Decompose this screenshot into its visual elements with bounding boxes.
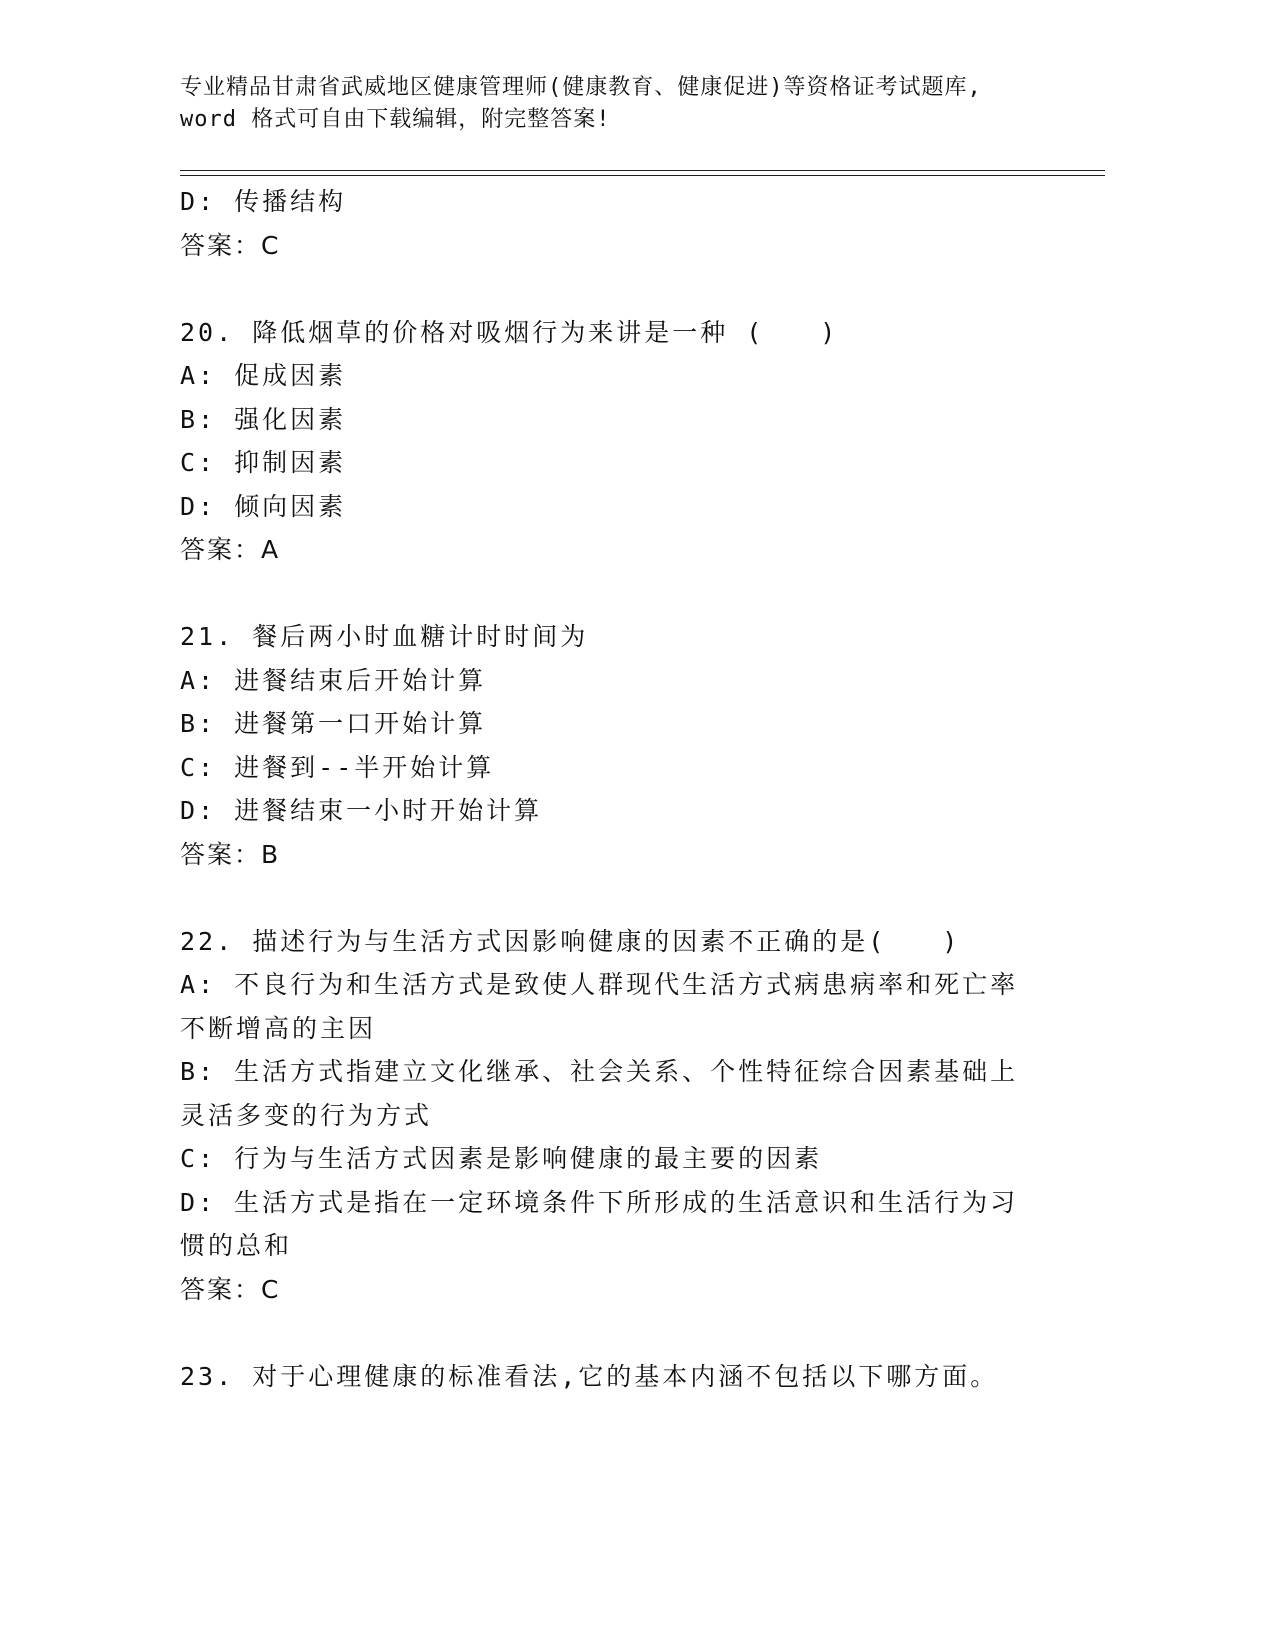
- question-content: [180, 180, 1040, 1398]
- option-c: C: 抑制因素: [180, 448, 347, 477]
- option-b: B: 生活方式指建立文化继承、社会关系、个性特征综合因素基础上灵活多变的行为方式: [180, 1057, 1019, 1130]
- question-stem: 22. 描述行为与生活方式因影响健康的因素不正确的是( ): [180, 926, 961, 956]
- option-a: A: 进餐结束后开始计算: [180, 665, 487, 695]
- document-header: [180, 72, 1080, 136]
- option-d: D: 传播结构: [180, 187, 347, 216]
- option-c: C: 进餐到--半开始计算: [180, 752, 495, 782]
- answer: 答案：C: [180, 1274, 281, 1304]
- spacer: [180, 267, 1040, 311]
- spacer: [180, 876, 1040, 920]
- answer: 答案：B: [180, 839, 281, 869]
- question-21: [180, 615, 1040, 876]
- header-line-2: word 格式可自由下载编辑，附完整答案!: [180, 107, 611, 132]
- header-line-1: 专业精品甘肃省武威地区健康管理师(健康教育、健康促进)等资格证考试题库,: [180, 75, 982, 100]
- option-d: D: 倾向因素: [180, 491, 347, 521]
- option-a: A: 促成因素: [180, 361, 347, 390]
- answer: 答案：C: [180, 230, 281, 260]
- question-20: [180, 311, 1040, 572]
- question-23: [180, 1355, 1040, 1399]
- question-stem: 21. 餐后两小时血糖计时时间为: [180, 622, 589, 651]
- option-d: D: 生活方式是指在一定环境条件下所形成的生活意识和生活行为习惯的总和: [180, 1187, 1019, 1260]
- header-divider-top: [180, 170, 1105, 171]
- question-stem: 23. 对于心理健康的标准看法,它的基本内涵不包括以下哪方面。: [180, 1361, 999, 1391]
- spacer: [180, 1311, 1040, 1355]
- answer: 答案：A: [180, 535, 281, 564]
- header-divider-bottom: [180, 175, 1105, 176]
- question-stem: 20. 降低烟草的价格对吸烟行为来讲是一种 ( ): [180, 317, 839, 347]
- question-22: [180, 920, 1040, 1312]
- option-c: C: 行为与生活方式因素是影响健康的最主要的因素: [180, 1144, 823, 1173]
- option-a: A: 不良行为和生活方式是致使人群现代生活方式病患病率和死亡率不断增高的主因: [180, 970, 1019, 1043]
- option-d: D: 进餐结束一小时开始计算: [180, 796, 543, 825]
- spacer: [180, 572, 1040, 616]
- option-b: B: 强化因素: [180, 404, 347, 434]
- option-b: B: 进餐第一口开始计算: [180, 709, 487, 738]
